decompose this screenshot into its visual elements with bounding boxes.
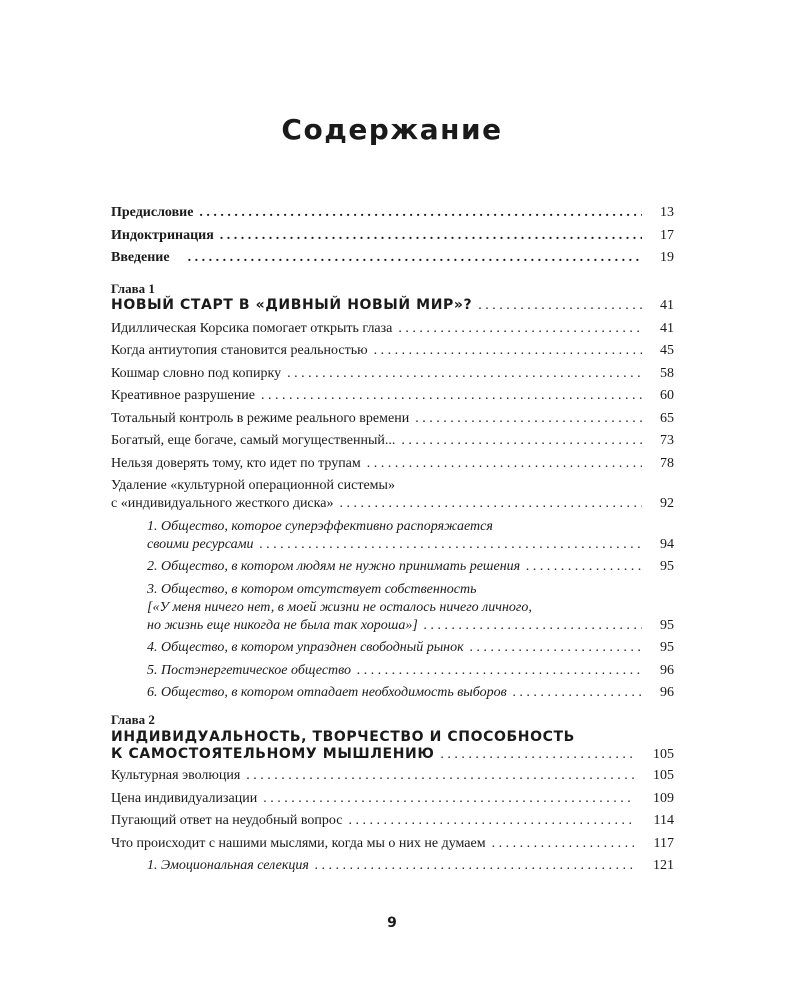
toc-page-number: 117 [653, 835, 674, 851]
leader-dots [415, 410, 642, 427]
toc-subentry[interactable] [111, 639, 674, 656]
toc-entry[interactable] [111, 812, 674, 829]
toc-page-number: 105 [653, 747, 674, 762]
leader-dots [526, 558, 642, 575]
leader-dots [261, 387, 642, 404]
toc-subentry[interactable] [111, 662, 674, 679]
toc-entry-label: с «индивидуального жесткого диска» [111, 496, 334, 511]
leader-dots [315, 857, 634, 874]
chapter-title-line: К САМОСТОЯТЕЛЬНОМУ МЫШЛЕНИЮ [111, 746, 435, 762]
toc-page-number: 60 [660, 388, 674, 403]
toc-entry-label: своими ресурсами [147, 536, 254, 552]
chapter-label: Глава 2 [111, 712, 155, 727]
toc-entry-label: Когда антиутопия становится реальностью [111, 343, 368, 358]
toc-entry[interactable] [111, 365, 674, 382]
toc-entry-label: Что происходит с нашими мыслями, когда мы о них не думаем [111, 835, 486, 851]
toc-page-number: 92 [660, 496, 674, 511]
toc-entry[interactable] [111, 320, 674, 337]
page-number: 9 [387, 915, 397, 931]
toc-page-number: 96 [660, 662, 674, 678]
toc-page-number: 41 [660, 320, 674, 336]
toc-page-number: 78 [660, 455, 674, 471]
toc-entry-label: но жизнь еще никогда не была так хороша»] [147, 617, 418, 633]
toc-page-number: 13 [660, 205, 674, 220]
toc-page-number: 121 [653, 858, 674, 873]
toc-page-number: 94 [660, 536, 674, 552]
toc-entry-label: Пугающий ответ на неудобный вопрос [111, 813, 343, 828]
toc-entry-label: 4. Общество, в котором упразднен свободный рынок [147, 640, 464, 655]
toc-entry-label: Индоктринация [111, 227, 214, 243]
leader-dots [374, 342, 642, 359]
leader-dots [339, 495, 642, 512]
toc-entry-label: Культурная эволюция [111, 768, 241, 783]
toc-entry[interactable] [111, 432, 674, 449]
toc-page-number: 45 [660, 343, 674, 358]
toc-entry-line: 1. Общество, которое суперэффективно распоряжается [147, 518, 493, 534]
leader-dots [492, 835, 634, 852]
toc-entry[interactable] [111, 790, 674, 807]
leader-dots [199, 204, 642, 221]
toc-page-number: 19 [660, 250, 674, 265]
leader-dots [246, 767, 634, 784]
toc-page-number: 95 [660, 617, 674, 633]
toc-page-number: 65 [660, 410, 674, 426]
toc-entry-label: 1. Эмоциональная селекция [147, 858, 309, 873]
leader-dots [357, 662, 642, 679]
leader-dots [440, 746, 634, 763]
toc-chapter-title[interactable] [111, 297, 674, 314]
toc-entry-line: 3. Общество, в котором отсутствует собственность [147, 581, 477, 597]
leader-dots [348, 812, 634, 829]
leader-dots [367, 455, 642, 472]
toc-subentry-multiline[interactable] [111, 518, 674, 553]
toc-page-number: 17 [660, 227, 674, 243]
chapter-label: Глава 1 [111, 281, 155, 296]
toc-subentry-multiline[interactable] [111, 581, 674, 634]
leader-dots [513, 684, 642, 701]
toc-entry-indoctrination[interactable] [111, 227, 674, 244]
chapter-title: НОВЫЙ СТАРТ В «ДИВНЫЙ НОВЫЙ МИР»? [111, 297, 473, 313]
toc-entry-label: 2. Общество, в котором людям не нужно принимать решения [147, 559, 521, 574]
toc-entry-line: [«У меня ничего нет, в моей жизни не осталось ничего личного, [147, 599, 532, 615]
toc-entry-preface[interactable] [111, 204, 674, 221]
toc-subentry[interactable] [111, 558, 674, 575]
toc-entry-label: Кошмар словно под копирку [111, 365, 282, 381]
leader-dots [220, 227, 642, 244]
chapter2-section [111, 711, 674, 874]
toc-entry-last-line [111, 495, 674, 512]
toc-entry-label: 5. Постэнергетическое общество [147, 662, 352, 678]
toc-entry[interactable] [111, 455, 674, 472]
toc-entry[interactable] [111, 767, 674, 784]
page-title: Содержание [281, 113, 503, 146]
toc-page-number: 95 [660, 640, 674, 655]
toc-entry-multiline[interactable] [111, 477, 674, 512]
toc-page-number: 109 [653, 790, 674, 806]
leader-dots [263, 790, 634, 807]
toc-entry-label: Идиллическая Корсика помогает открыть глаза [111, 320, 393, 336]
toc-page-number: 105 [653, 768, 674, 783]
chapter-title-line: ИНДИВИДУАЛЬНОСТЬ, ТВОРЧЕСТВО И СПОСОБНОСТЬ [111, 729, 575, 745]
toc-entry-label: Введение [111, 250, 170, 265]
table-of-contents [111, 204, 674, 880]
toc-page-number: 41 [660, 298, 674, 313]
toc-entry-introduction[interactable] [111, 249, 674, 266]
toc-entry-label: Предисловие [111, 205, 194, 220]
leader-dots [287, 365, 642, 382]
toc-entry[interactable] [111, 387, 674, 404]
toc-entry[interactable] [111, 342, 674, 359]
toc-entry-label: Креативное разрушение [111, 388, 255, 403]
toc-entry[interactable] [111, 835, 674, 852]
toc-entry-last-line [147, 617, 674, 634]
toc-subentry[interactable] [111, 857, 674, 874]
leader-dots [478, 297, 642, 314]
toc-entry-label: Цена индивидуализации [111, 790, 258, 806]
toc-entry-label: Нельзя доверять тому, кто идет по трупам [111, 455, 361, 471]
toc-entry-label: Богатый, еще богаче, самый могущественный... [111, 433, 396, 448]
toc-entry-label: 6. Общество, в котором отпадает необходимость выборов [147, 685, 507, 700]
toc-page-number: 73 [660, 433, 674, 448]
toc-entry-line: Удаление «культурной операционной системы» [111, 478, 395, 493]
toc-entry[interactable] [111, 410, 674, 427]
toc-page-number: 114 [653, 813, 674, 828]
toc-page-number: 96 [660, 685, 674, 700]
leader-dots [401, 432, 642, 449]
toc-entry-label: Тотальный контроль в режиме реального времени [111, 410, 410, 426]
toc-entry-last-line [147, 536, 674, 553]
leader-dots [470, 639, 642, 656]
toc-subentry[interactable] [111, 684, 674, 701]
leader-dots [260, 536, 642, 553]
leader-dots [398, 320, 642, 337]
toc-page-number: 95 [660, 559, 674, 574]
leader-dots [188, 249, 642, 266]
leader-dots [424, 617, 642, 634]
toc-entry-last-line [111, 746, 674, 763]
toc-chapter-title[interactable] [111, 728, 674, 763]
toc-page-number: 58 [660, 365, 674, 381]
